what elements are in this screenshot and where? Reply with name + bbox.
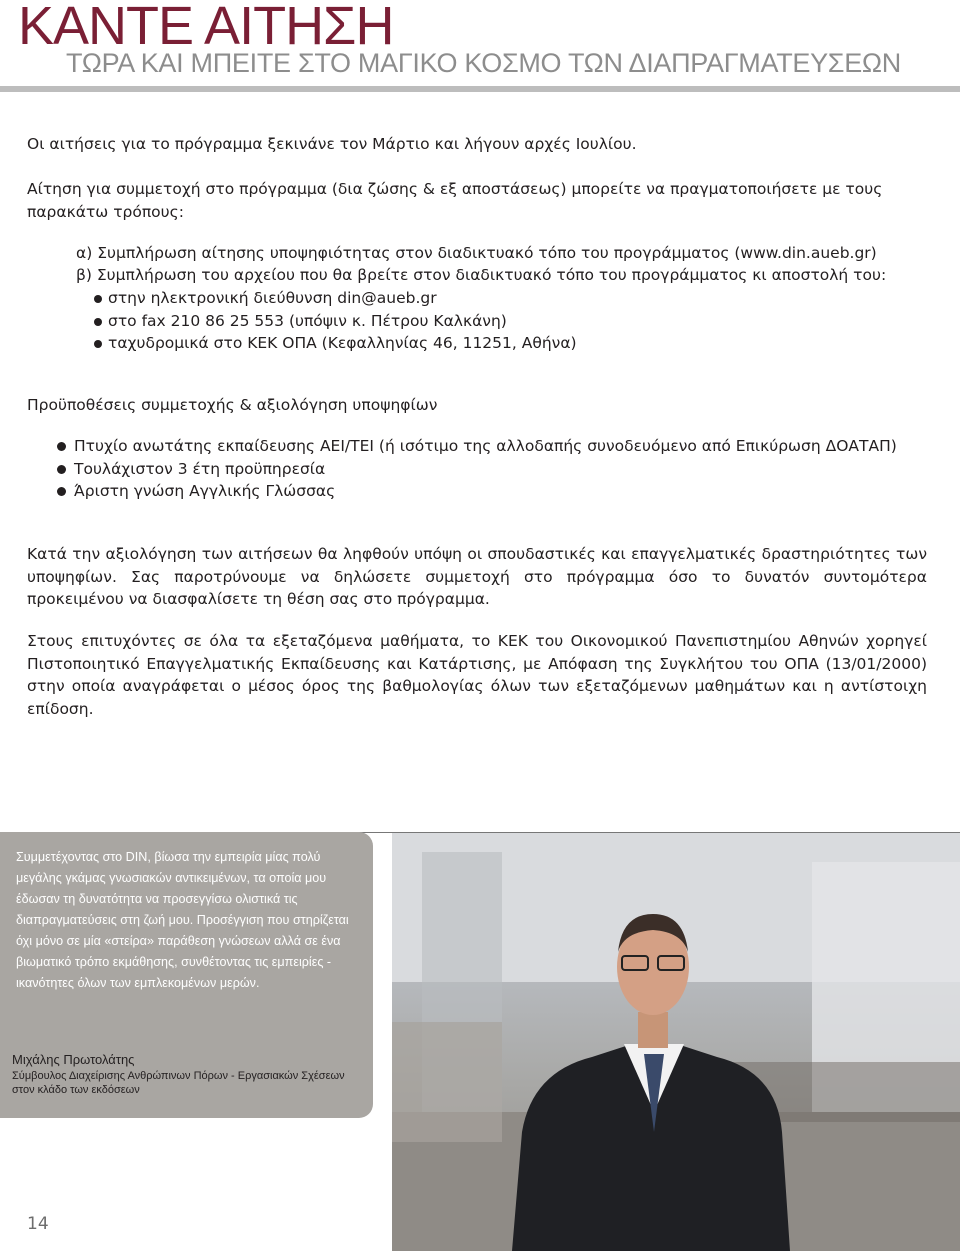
requirement-english: Άριστη γνώση Αγγλικής Γλώσσας	[57, 480, 897, 503]
certificate-paragraph: Στους επιτυχόντες σε όλα τα εξεταζόμενα μαθήματα, το ΚΕΚ του Οικονομικού Πανεπιστημίου Αθηνών χορηγεί Πιστοποιητικό Επαγγελματικής Εκπαίδευσης και Κατάρτισης, με Απόφαση της Συγκλήτου του ΟΠΑ (13/01/2000) στην οποία αναγράφεται ο μέσος όρος της βαθμολογίας όλων των εξεταζόμενων μαθημάτων και η αντίστοιχη επίδοση.	[27, 632, 927, 718]
page-number: 14	[27, 1214, 49, 1234]
page-subtitle: ΤΩΡΑ ΚΑΙ ΜΠΕΙΤΕ ΣΤΟ ΜΑΓΙΚΟ ΚΟΣΜΟ ΤΩΝ ΔΙΑΠΡΑΓΜΑΤΕΥΣΕΩΝ	[66, 48, 901, 78]
application-methods-intro: Αίτηση για συμμετοχή στο πρόγραμμα (δια ζώσης & εξ αποστάσεως) μπορείτε να πραγματοποιήσετε με τους παρακάτω τρόπους:	[27, 180, 883, 221]
requirement-experience: Τουλάχιστον 3 έτη προϋπηρεσία	[57, 458, 897, 481]
option-b: β) Συμπλήρωση του αρχείου που θα βρείτε στον διαδικτυακό τόπο του προγράμματος κι αποστολή του:	[76, 266, 887, 284]
evaluation-paragraph: Κατά την αξιολόγηση των αιτήσεων θα ληφθούν υπόψη οι σπουδαστικές και επαγγελματικές δραστηριότητες των υποψηφίων. Σας παροτρύνουμε να δηλώσετε συμμετοχή στο πρόγραμμα όσο το δυνατόν συντομότερα προκειμένου να διασφαλίσετε τη θέση σας στο πρόγραμμα.	[27, 545, 927, 608]
send-option-fax: στο fax 210 86 25 553 (υπόψιν κ. Πέτρου Καλκάνη)	[94, 310, 954, 333]
option-a: α) Συμπλήρωση αίτησης υποψηφιότητας στον διαδικτυακό τόπο του προγράμματος (www.din.aueb.gr)	[76, 244, 877, 262]
header-shadow-bar	[0, 86, 960, 92]
testimonial-quote: Συμμετέχοντας στο DIN, βίωσα την εμπειρία μίας πολύ μεγάλης γκάμας γνωσιακών αντικειμένων, τα οποία μου έδωσαν τη δυνατότητα να προσεγγίσω ολιστικά τις διαπραγματεύσεις στη ζωή μου. Προσέγγιση που στηρίζεται όχι μόνο σε μία «στείρα» παράθεση γνώσεων αλλά σε ένα βιωματικό τρόπο εκμάθησης, συνθέτοντας τις εμπειρίες - ικανότητες όλων των εμπλεκομένων μερών.	[16, 850, 349, 990]
send-option-mail: ταχυδρομικά στο ΚΕΚ ΟΠΑ (Κεφαλληνίας 46, 11251, Αθήνα)	[94, 332, 954, 355]
send-option-email: στην ηλεκτρονική διεύθυνση din@aueb.gr	[94, 287, 954, 310]
application-dates: Οι αιτήσεις για το πρόγραμμα ξεκινάνε τον Μάρτιο και λήγουν αρχές Ιουλίου.	[27, 135, 637, 153]
testimonial-photo	[392, 832, 960, 1251]
requirement-degree: Πτυχίο ανωτάτης εκπαίδευσης ΑΕΙ/ΤΕΙ (ή ισότιμο της αλλοδαπής συνοδευόμενο από Επικύρωση ΔΟΑΤΑΠ)	[57, 435, 897, 458]
send-options-list	[94, 287, 954, 355]
requirements-heading: Προϋποθέσεις συμμετοχής & αξιολόγηση υποψηφίων	[27, 396, 438, 414]
page-title: ΚΑΝΤΕ ΑΙΤΗΣΗ	[18, 0, 394, 56]
testimonial-box	[0, 832, 373, 1118]
person-in-office-illustration	[392, 832, 960, 1251]
testimonial-role: Σύμβουλος Διαχείρισης Ανθρώπινων Πόρων - Εργασιακών Σχέσεων στον κλάδο των εκδόσεων	[12, 1070, 345, 1096]
testimonial-name: Μιχάλης Πρωτολάτης	[12, 1052, 135, 1067]
requirements-list	[57, 435, 897, 503]
